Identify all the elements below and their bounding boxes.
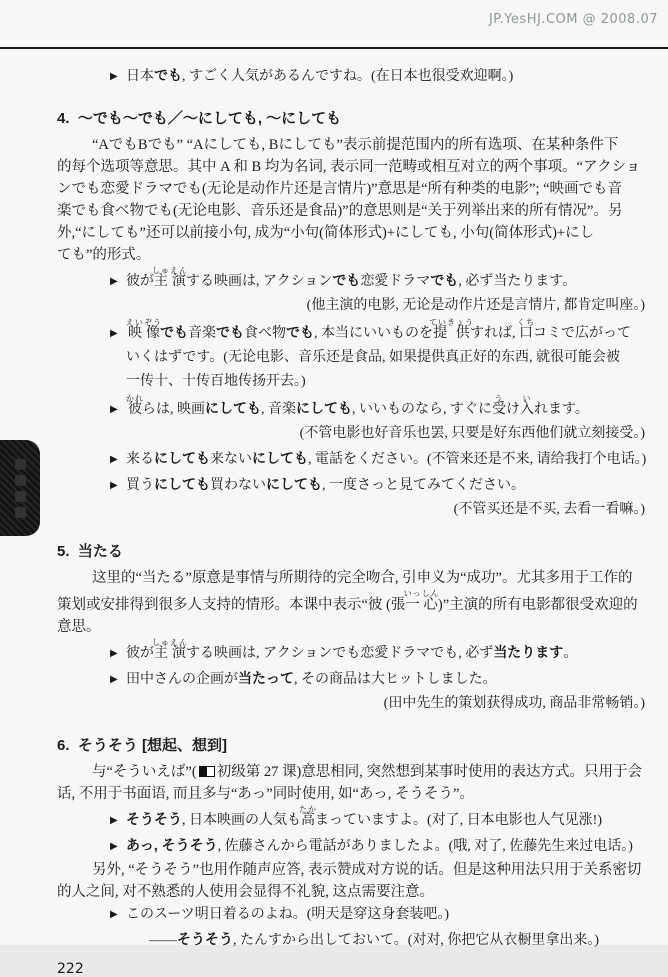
text-run: 5. 当たる — [57, 543, 123, 560]
text-run: 買う — [126, 478, 154, 493]
example-line — [110, 805, 645, 833]
bullet-icon: ▶ — [110, 454, 118, 465]
bullet-icon: ▶ — [110, 404, 118, 415]
paragraph-line — [57, 178, 645, 200]
bullet-icon: ▶ — [110, 841, 118, 852]
bullet-icon: ▶ — [110, 815, 118, 826]
paragraph-line — [57, 156, 645, 178]
text-run: (不管买还是不买, 去看一看嘛。) — [453, 502, 645, 517]
text-run: け — [506, 402, 520, 417]
text-run: ても”的形式。 — [57, 247, 151, 263]
translation-line — [57, 294, 645, 318]
text-run: 。 — [563, 646, 578, 661]
text-run: , いいものなら, すぐに — [352, 402, 492, 417]
paragraph-first-line — [57, 134, 645, 156]
example-line — [110, 318, 645, 346]
emphasized-text: にしても — [205, 400, 261, 416]
translation-line — [57, 692, 645, 716]
emphasized-text: 当たって — [238, 670, 294, 686]
text-run: 的每个选项等意思。其中 A 和 B 均为名词, 表示同一范畴或相互对立的两个事项。“アクショ — [57, 159, 641, 175]
text-run: 彼が — [126, 646, 154, 661]
text-run: いくはずです。(无论电影、音乐还是食品, 如果提供真正好的东西, 就很可能会被 — [126, 350, 620, 365]
paragraph-line — [57, 244, 645, 266]
text-run: , 日本映画の人気も — [182, 813, 301, 828]
text-run: 日本 — [126, 69, 154, 84]
emphasized-text: でも — [430, 272, 459, 288]
text-run: 这里的“当たる”原意是事情与所期待的完全吻合, 引申义为“成功”。尤其多用于工作的 — [92, 570, 633, 586]
text-run: 恋愛ドラマ — [360, 274, 431, 289]
text-run: (田中先生的策划获得成功, 商品非常畅销。) — [383, 696, 645, 711]
translation-line — [57, 422, 645, 446]
example-continuation-line — [126, 370, 645, 394]
watermark: JP.YesHJ.COM @ 2008.07 — [488, 12, 658, 27]
text-run: ンでも恋愛ドラマでも(无论是动作片还是言情片)”意思是“所有种类的电影”; “映画でも音 — [57, 181, 623, 197]
text-run: れます。 — [534, 402, 589, 417]
section-heading — [57, 736, 645, 756]
emphasized-text: でも — [160, 324, 188, 340]
ruby-annotated-text: 主演しゅえん — [152, 266, 188, 289]
text-run: —— — [149, 933, 177, 948]
emphasized-text: にしても — [252, 450, 308, 466]
text-run: , 必ず当たります。 — [458, 274, 577, 289]
emphasized-text: あっ, そうそう — [126, 837, 218, 853]
text-run: 来ない — [210, 452, 252, 467]
paragraph-first-line — [57, 859, 645, 881]
text-run: すれば, — [470, 326, 519, 341]
text-run: 買わない — [210, 478, 266, 493]
emphasized-text: そうそう — [126, 811, 182, 827]
text-run: , すごく人気があるんですね。(在日本也很受欢迎啊。) — [182, 69, 514, 84]
text-run: 与“そういえば”( — [92, 764, 197, 780]
ruby-annotated-text: 主演しゅえん — [152, 638, 188, 661]
text-run: 音楽 — [188, 326, 216, 341]
emphasized-text: にしても — [296, 400, 352, 416]
example-line — [110, 638, 645, 666]
emphasized-text: にしても — [154, 450, 210, 466]
bullet-icon: ▶ — [110, 480, 118, 491]
text-run: , その商品は大ヒットしました。 — [294, 672, 497, 687]
ruby-annotated-text: 口くち — [517, 318, 535, 341]
text-run: 意思。 — [57, 619, 101, 635]
text-run: (他主演的电影, 无论是动作片还是言情片, 都肯定叫座。) — [306, 298, 645, 313]
text-run: , 一度さっと見てみてください。 — [322, 478, 525, 493]
text-run: 外,“にしても”还可以前接小句, 成为“小句(简体形式)+にしても, 小句(简体形式)+にし — [57, 225, 595, 241]
text-run: このスーツ明日着るのよね。(明天是穿这身套装吧。) — [126, 907, 450, 922]
example-line — [110, 63, 645, 89]
text-run: まっていますよ。(对了, 日本电影也人气见涨!) — [315, 813, 602, 828]
text-run: 食べ物 — [244, 326, 286, 341]
text-run: 策划或安排得到很多人支持的情形。本课中表示“彼 (張 — [57, 597, 406, 613]
text-run: , 佐藤さんから電話がありましたよ。(哦, 对了, 佐藤先生来过电话。) — [217, 839, 633, 854]
section-heading — [57, 542, 645, 562]
paragraph-first-line — [57, 567, 645, 589]
text-run: 另外, “そうそう”也用作随声应答, 表示赞成对方说的话。但是这种用法只用于关系密切 — [92, 862, 642, 878]
text-run: する映画は, アクションでも恋愛ドラマでも, 必ず — [186, 646, 494, 661]
ruby-annotated-text: 一心いっしん — [403, 589, 440, 613]
translation-line — [57, 498, 645, 522]
paragraph-line — [57, 616, 645, 638]
example-line — [110, 903, 645, 927]
text-run: 的人之间, 对不熟悉的人使用会显得不礼貌, 这点需要注意。 — [57, 884, 434, 900]
ruby-annotated-text: 映像えいぞう — [126, 318, 162, 341]
ruby-annotated-text: 入い — [520, 394, 534, 417]
example-continuation-line — [126, 346, 645, 370]
paragraph-line — [57, 881, 645, 903]
text-run: , 本当にいいものを — [314, 326, 433, 341]
emphasized-text: でも — [332, 272, 361, 288]
page-number: 222 — [57, 961, 84, 977]
emphasized-text: にしても — [154, 476, 210, 492]
text-run: )”主演的所有电影都很受欢迎的 — [437, 597, 638, 613]
text-run: “AでもBでも” “Aにしても, Bにしても”表示前提范围内的所有选项、在某种条件下 — [92, 137, 619, 153]
text-run: 初级第 27 课)意思相同, 突然想到某事时使用的表达方式。只用于会 — [216, 764, 643, 780]
book-icon — [199, 766, 215, 777]
bullet-icon: ▶ — [110, 276, 118, 287]
paragraph-line — [57, 200, 645, 222]
paragraph-line — [57, 783, 645, 805]
text-run: 4. ～でも～でも／～にしても, ～にしても — [57, 110, 342, 127]
example-line — [110, 446, 645, 472]
section-heading — [57, 109, 645, 129]
emphasized-text: そうそう — [177, 931, 233, 947]
text-run: らは, 映画 — [142, 402, 205, 417]
example-line — [110, 266, 645, 294]
text-run: , たんすから出しておいて。(对对, 你把它从衣橱里拿出来。) — [233, 933, 600, 948]
text-run: 一传十、十传百地传扬开去。) — [126, 374, 306, 389]
emphasized-text: 当たります — [493, 644, 564, 660]
text-run: 来る — [126, 452, 154, 467]
text-run: する映画は, アクション — [186, 274, 333, 289]
example-line — [110, 666, 645, 692]
emphasized-text: でも — [286, 324, 314, 340]
paragraph-line — [57, 589, 645, 616]
ruby-annotated-text: 受う — [492, 394, 506, 417]
text-run: 楽でも食べ物でも(无论电影、音乐还是食品)”的意思则是“关于列举出来的所有情况”。另 — [57, 203, 623, 219]
dialog-line — [149, 927, 645, 953]
text-run: 田中さんの企画が — [126, 672, 238, 687]
bullet-icon: ▶ — [110, 909, 118, 920]
text-run: (不管电影也好音乐也罢, 只要是好东西他们就立刻接受。) — [299, 426, 645, 441]
bullet-icon: ▶ — [110, 674, 118, 685]
example-line — [110, 394, 645, 422]
paragraph-first-line — [57, 761, 645, 783]
bullet-icon: ▶ — [110, 328, 118, 339]
text-run: 话, 不用于书面语, 而且多与“あっ”同时使用, 如“あっ, そうそう”。 — [57, 786, 474, 802]
emphasized-text: にしても — [266, 476, 322, 492]
text-run: 彼が — [126, 274, 154, 289]
text-run: , 電話をください。(不管来还是不来, 请给我打个电话。) — [308, 452, 647, 467]
bullet-icon: ▶ — [110, 648, 118, 659]
emphasized-text: でも — [154, 67, 182, 83]
text-run: 6. そうそう [想起、想到] — [57, 737, 228, 754]
ruby-annotated-text: 高たか — [299, 805, 317, 828]
ruby-annotated-text: 提供ていきょう — [429, 318, 474, 341]
text-run: コミで広がって — [533, 326, 631, 341]
emphasized-text: でも — [216, 324, 244, 340]
paragraph-line — [57, 222, 645, 244]
bullet-icon: ▶ — [110, 71, 118, 82]
example-line — [110, 833, 645, 859]
text-run: , 音楽 — [261, 402, 296, 417]
example-line — [110, 472, 645, 498]
ruby-annotated-text: 彼かれ — [126, 394, 144, 417]
